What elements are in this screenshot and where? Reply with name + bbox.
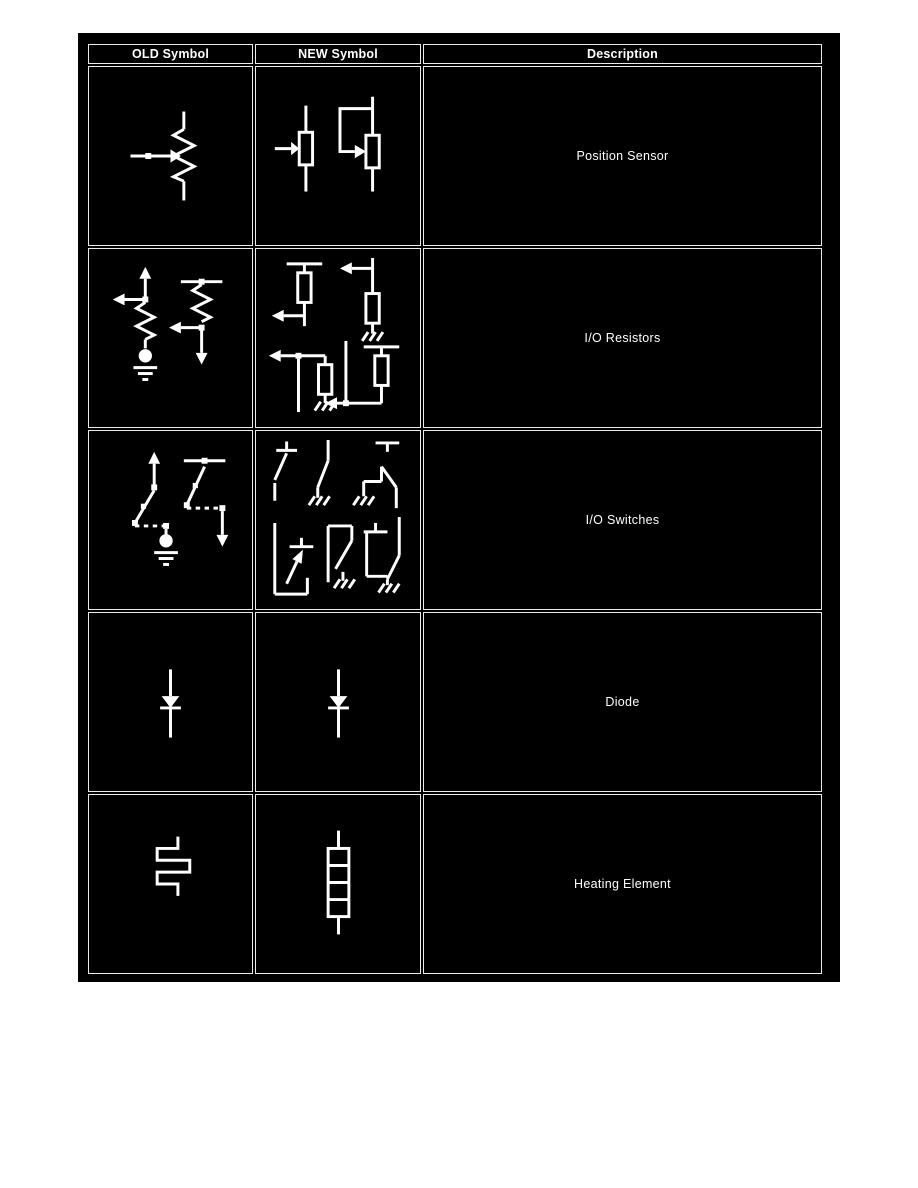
old-symbol-cell-io-switches <box>88 430 253 610</box>
old-symbol-cell-diode <box>88 612 253 792</box>
heating-element-boxed-icon <box>257 795 420 973</box>
header-description: Description <box>423 44 822 64</box>
new-symbol-cell-heating-element <box>255 794 421 974</box>
diode-icon <box>89 613 252 791</box>
symbol-legend-table <box>88 44 822 974</box>
description-cell <box>423 248 822 428</box>
new-symbol-cell-io-resistors <box>255 248 421 428</box>
description-text: Diode <box>605 695 640 709</box>
blade-switch-ground-icons <box>257 431 420 609</box>
new-symbol-cell-position-sensor <box>255 66 421 246</box>
pivot-blade-switch-icons <box>89 431 252 609</box>
new-symbol-cell-diode <box>255 612 421 792</box>
boxed-resistor-wiper-icons <box>257 67 420 245</box>
table-body <box>88 66 822 974</box>
potentiometer-zigzag-wiper-icon <box>89 67 252 245</box>
table-header-row <box>88 44 822 64</box>
header-new-symbol: NEW Symbol <box>255 44 421 64</box>
description-cell <box>423 430 822 610</box>
heating-element-meander-icon <box>89 795 252 973</box>
description-text: Heating Element <box>574 877 671 891</box>
zigzag-io-resistor-icons <box>89 249 252 427</box>
description-cell <box>423 66 822 246</box>
description-text: I/O Resistors <box>584 331 661 345</box>
old-symbol-cell-heating-element <box>88 794 253 974</box>
page-black-frame <box>78 33 840 982</box>
old-symbol-cell-position-sensor <box>88 66 253 246</box>
new-symbol-cell-io-switches <box>255 430 421 610</box>
description-cell <box>423 794 822 974</box>
description-text: I/O Switches <box>585 513 660 527</box>
diode-icon <box>257 613 420 791</box>
old-symbol-cell-io-resistors <box>88 248 253 428</box>
header-old-symbol: OLD Symbol <box>88 44 253 64</box>
description-cell <box>423 612 822 792</box>
description-text: Position Sensor <box>576 149 669 163</box>
boxed-io-resistor-icons <box>257 249 420 427</box>
